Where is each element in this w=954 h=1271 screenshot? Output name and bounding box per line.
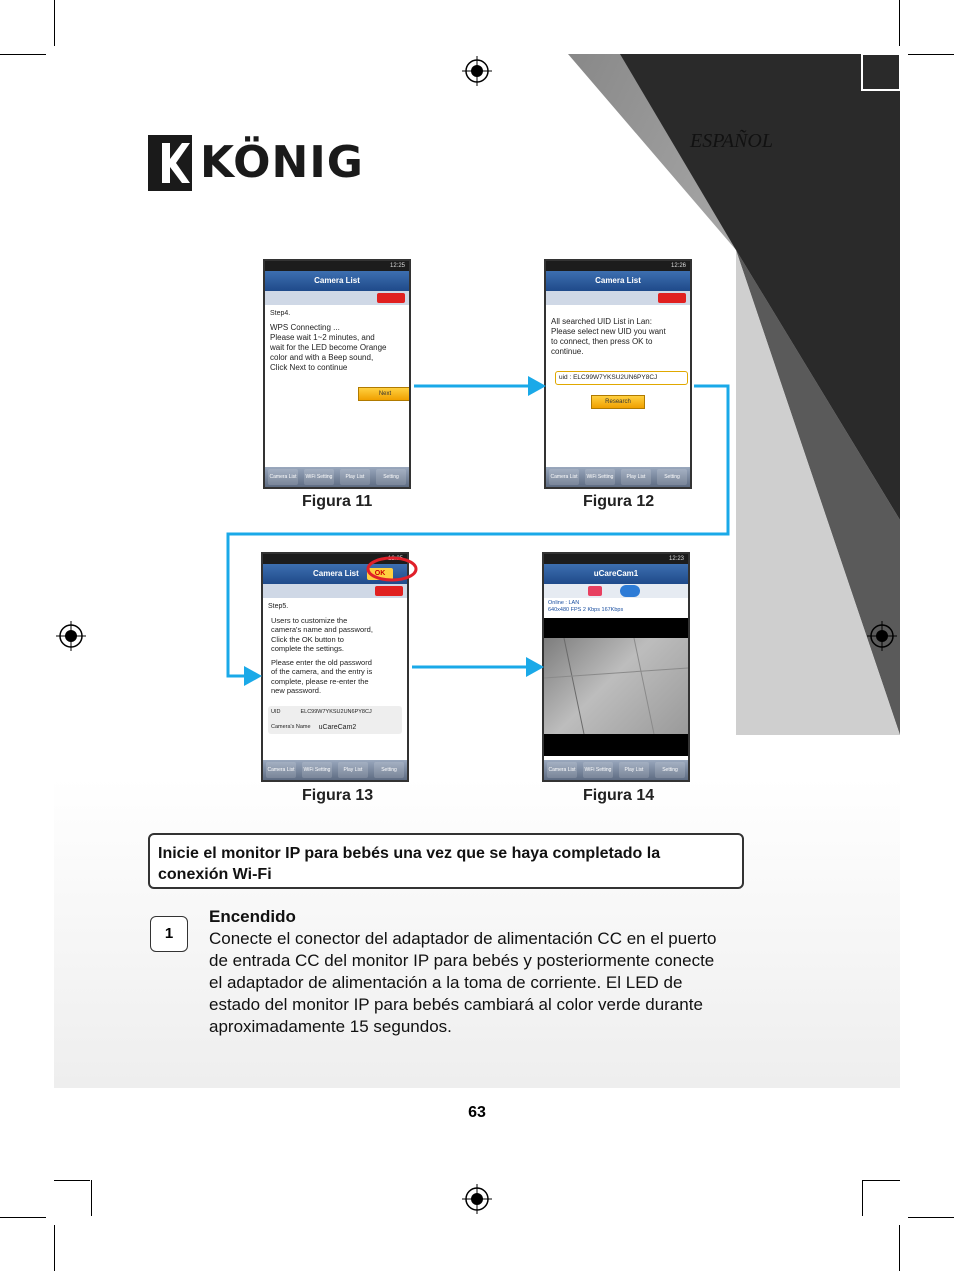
- step-heading: Encendido: [209, 907, 296, 926]
- info-line: All searched UID List in Lan:: [551, 317, 652, 326]
- step-line: Step5.: [268, 603, 289, 610]
- language-label: ESPAÑOL: [690, 130, 773, 152]
- tab-wifi-setting[interactable]: WiFi Setting: [585, 469, 615, 485]
- screen-title: Camera List: [265, 271, 409, 291]
- step-line: camera's name and password,: [271, 625, 373, 634]
- step-line: complete, please re-enter the: [271, 676, 369, 686]
- ok-button[interactable]: OK: [367, 568, 393, 580]
- tab-setting[interactable]: Setting: [655, 762, 685, 778]
- tab-wifi-setting[interactable]: WiFi Setting: [302, 762, 332, 778]
- status-bar: 12:25: [263, 554, 407, 564]
- status-bar: 12:23: [544, 554, 688, 564]
- step-line: Click Next to continue: [270, 363, 348, 372]
- info-line: to connect, then press OK to: [551, 337, 653, 346]
- tab-setting[interactable]: Setting: [374, 762, 404, 778]
- step-line: Users to customize the: [271, 615, 348, 625]
- status-bar: 12:26: [546, 261, 690, 271]
- tab-camera-list[interactable]: Camera List: [266, 762, 296, 778]
- info-line: Please select new UID you want: [551, 327, 666, 336]
- arrow-head-icon: [528, 376, 546, 396]
- step-number: 1: [150, 916, 188, 952]
- step-line: of the camera, and the entry is: [271, 667, 373, 676]
- camera-name-input[interactable]: uCareCam2: [318, 723, 357, 731]
- brand-name: KÖNIG: [200, 137, 364, 188]
- step-line: Please wait 1~2 minutes, and: [270, 333, 375, 342]
- tab-play-list[interactable]: Play List: [619, 762, 649, 778]
- step-line: Click the OK button to: [271, 634, 344, 644]
- step-line: wait for the LED become Orange: [270, 343, 387, 352]
- info-line: continue.: [551, 347, 584, 356]
- tab-setting[interactable]: Setting: [657, 469, 687, 485]
- tab-camera-list[interactable]: Camera List: [549, 469, 579, 485]
- step-body: Conecte el conector del adaptador de alimentación CC en el puerto de entrada CC del monitor IP para bebés y posteriormente conecte el adaptador de alimentación a la toma de corriente. El LED de estado del monitor IP para bebés cambiará al color verde durante aproximadamente 15 segundos.: [209, 929, 717, 1036]
- research-button[interactable]: Research: [591, 395, 645, 409]
- next-button[interactable]: Next: [358, 387, 411, 401]
- arrow-head-icon: [526, 657, 544, 677]
- tab-play-list[interactable]: Play List: [338, 762, 368, 778]
- figure-caption: Figura 13: [302, 787, 374, 804]
- figure-caption: Figura 11: [302, 493, 373, 510]
- tab-setting[interactable]: Setting: [376, 469, 406, 485]
- tab-play-list[interactable]: Play List: [340, 469, 370, 485]
- connection-info: Online : LAN: [548, 600, 580, 606]
- uid-value: ELC99W7YKSU2UN6PY8CJ: [300, 708, 372, 715]
- uid-label: UID: [271, 708, 281, 715]
- tab-wifi-setting[interactable]: WiFi Setting: [304, 469, 334, 485]
- screen-title: Camera List: [546, 271, 690, 291]
- figure-caption: Figura 14: [583, 787, 655, 804]
- step-line: Please enter the old password: [271, 657, 372, 667]
- step-line: Step4.: [270, 310, 291, 317]
- figure-caption: Figura 12: [583, 493, 655, 510]
- stream-info: 640x480 FPS 2 Kbps 167Kbps: [548, 607, 624, 613]
- step-line: color and with a Beep sound,: [270, 353, 374, 362]
- camera-name-label: Camera's Name: [271, 723, 311, 730]
- status-bar: 12:25: [265, 261, 409, 271]
- uid-option[interactable]: uid : ELC99W7YKSU2UN6PY8CJ: [555, 371, 688, 385]
- step-line: WPS Connecting ...: [270, 323, 340, 332]
- section-title-box: Inicie el monitor IP para bebés una vez que se haya completado la conexión Wi-Fi: [148, 833, 744, 889]
- tab-play-list[interactable]: Play List: [621, 469, 651, 485]
- step-line: complete the settings.: [271, 644, 344, 653]
- screen-title: Camera List: [313, 569, 359, 578]
- step-text: [209, 906, 729, 1038]
- step-line: new password.: [271, 686, 322, 695]
- tab-camera-list[interactable]: Camera List: [547, 762, 577, 778]
- page-number: 63: [468, 1104, 486, 1121]
- arrow-head-icon: [244, 666, 262, 686]
- tab-wifi-setting[interactable]: WiFi Setting: [583, 762, 613, 778]
- screen-title: uCareCam1: [544, 564, 688, 584]
- tab-camera-list[interactable]: Camera List: [268, 469, 298, 485]
